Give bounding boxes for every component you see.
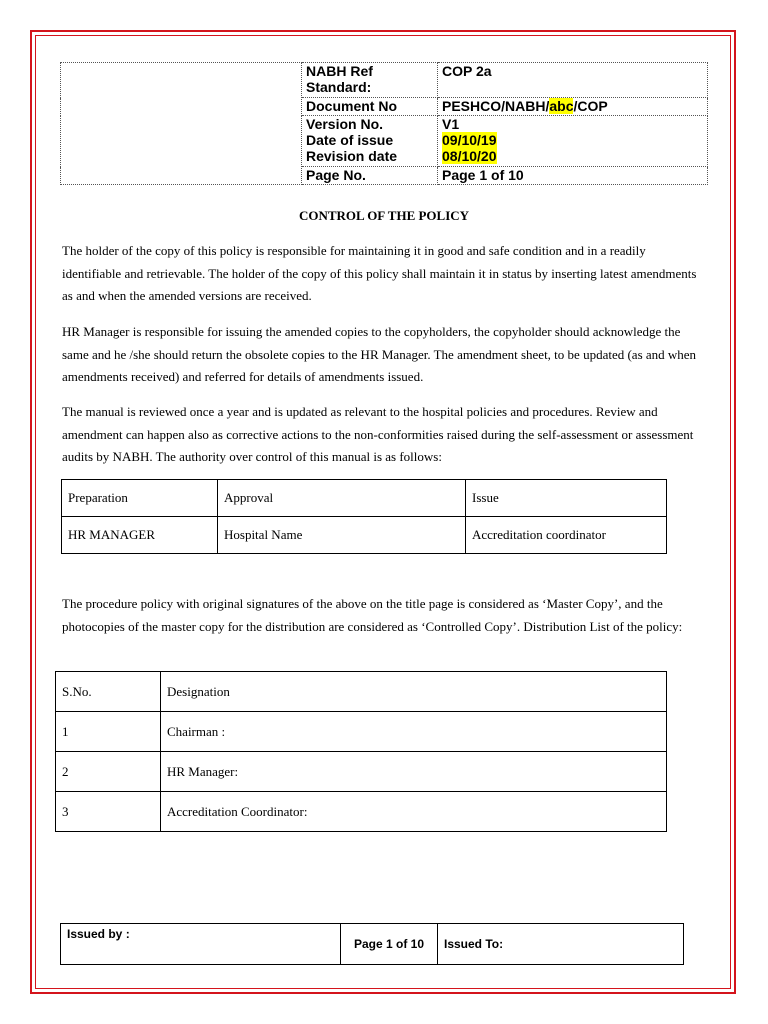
table-row [62,480,667,517]
footer-table [60,923,684,965]
version-label: Version No. [306,116,384,132]
table-row [56,712,667,752]
distribution-sno: 3 [56,792,161,832]
authority-cell-approval: Hospital Name [218,517,466,554]
version-date-labels [302,116,438,167]
page-title: CONTROL OF THE POLICY [298,208,470,223]
distribution-header-designation: Designation [161,672,667,712]
header-logo-cell [61,63,302,185]
distribution-sno: 2 [56,752,161,792]
document-no-value: PESHCO/NABH/abc/COP [438,98,708,116]
authority-header-approval: Approval [218,480,466,517]
page-no-label: Page No. [302,167,438,185]
distribution-designation: Accreditation Coordinator: [161,792,667,832]
distribution-designation: Chairman : [161,712,667,752]
distribution-sno: 1 [56,712,161,752]
distribution-table [55,671,667,832]
footer-issued-by: Issued by : [61,924,341,965]
table-row [56,672,667,712]
nabh-ref-value: COP 2a [438,63,708,98]
table-row [62,517,667,554]
page-no-value: Page 1 of 10 [438,167,708,185]
paragraph-review: The manual is reviewed once a year and is updated as relevant to the hospital policies and procedures. Review and amendment can happen also as corrective actions to the non-conformities raised during the self-assessment or assessment audits by NABH. The authority over control of this manual is as follows: [62,404,694,464]
footer-page-number: Page 1 of 10 [341,924,438,965]
distribution-designation: HR Manager: [161,752,667,792]
document-no-label: Document No [302,98,438,116]
paragraph-holder: The holder of the copy of this policy is responsible for maintaining it in good and safe condition and in a readily identifiable and retrievable. The holder of the copy of this policy shall maintain it in status by inserting latest amendments as and when the amended versions are received. [62,243,697,303]
paragraph-hr-manager: HR Manager is responsible for issuing the amended copies to the copyholders, the copyholder should acknowledge the same and he /she should return the obsolete copies to the HR Manager. The amendment sheet, to be updated (as and when amendments received) and referred for details of amendments issued. [62,324,697,384]
table-row [56,792,667,832]
footer-issued-to: Issued To: [438,924,684,965]
table-row [56,752,667,792]
document-header-table [60,62,708,185]
revision-date-value: 08/10/20 [442,148,497,164]
revision-date-label: Revision date [306,148,398,164]
authority-header-issue: Issue [466,480,667,517]
version-date-values [438,116,708,167]
date-of-issue-value: 09/10/19 [442,132,497,148]
nabh-ref-label: NABH Ref Standard: [302,63,438,98]
authority-cell-issue: Accreditation coordinator [466,517,667,554]
document-no-highlight: abc [549,98,574,114]
distribution-header-sno: S.No. [56,672,161,712]
authority-cell-preparation: HR MANAGER [62,517,218,554]
authority-header-preparation: Preparation [62,480,218,517]
date-of-issue-label: Date of issue [306,132,394,148]
authority-table [61,479,667,554]
paragraph-master-copy: The procedure policy with original signatures of the above on the title page is considered as ‘Master Copy’, and the photocopies of the master copy for the distribution are considered as ‘Controlled Copy’. Distribution List of the policy: [62,596,683,634]
version-value: V1 [442,116,460,132]
